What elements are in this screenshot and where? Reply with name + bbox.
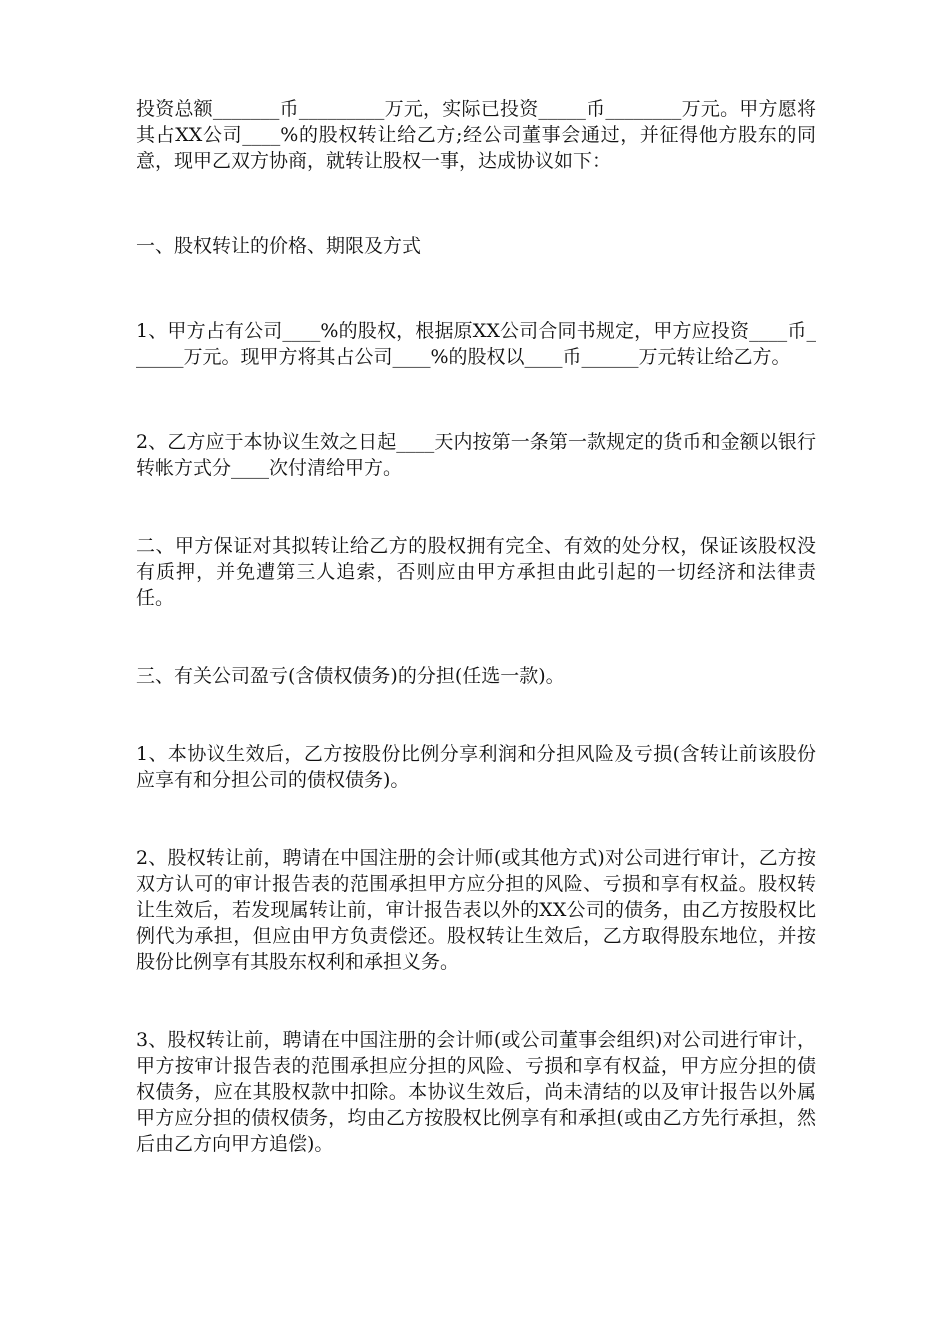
section-heading-3: 三、有关公司盈亏(含债权债务)的分担(任选一款)。 <box>136 665 565 687</box>
section-heading-1: 一、股权转让的价格、期限及方式 <box>136 235 422 257</box>
section-heading-2: 二、甲方保证对其拟转让给乙方的股权拥有完全、有效的处分权，保证该股权没有质押，并免遭第三人追索，否则应由甲方承担由此引起的一切经济和法律责任。 <box>136 535 816 609</box>
clause-1-1: 1、甲方占有公司____%的股权，根据原XX公司合同书规定，甲方应投资____币______万元。现甲方将其占公司____%的股权以____币______万元转让给乙方。 <box>136 320 816 368</box>
clause-3-1: 1、本协议生效后，乙方按股份比例分享利润和分担风险及亏损(含转让前该股份应享有和分担公司的债权债务)。 <box>136 743 816 791</box>
clause-1-2: 2、乙方应于本协议生效之日起____天内按第一条第一款规定的货币和金额以银行转帐方式分____次付清给甲方。 <box>136 431 816 479</box>
document-body <box>136 96 816 1157</box>
clause-3-3: 3、股权转让前，聘请在中国注册的会计师(或公司董事会组织)对公司进行审计，甲方按审计报告表的范围承担应分担的风险、亏损和享有权益，甲方应分担的债权债务，应在其股权款中扣除。本协议生效后，尚未清结的以及审计报告以外属甲方应分担的债权债务，均由乙方按股权比例享有和承担(或由乙方先行承担，然后由乙方向甲方追偿)。 <box>136 1029 816 1155</box>
intro-paragraph: 投资总额_______币_________万元，实际已投资_____币________万元。甲方愿将其占XX公司____%的股权转让给乙方;经公司董事会通过，并征得他方股东的同意，现甲乙双方协商，就转让股权一事，达成协议如下： <box>136 98 816 172</box>
clause-3-2: 2、股权转让前，聘请在中国注册的会计师(或其他方式)对公司进行审计，乙方按双方认可的审计报告表的范围承担甲方应分担的风险、亏损和享有权益。股权转让生效后，若发现属转让前，审计报告表以外的XX公司的债务，由乙方按股权比例代为承担，但应由甲方负责偿还。股权转让生效后，乙方取得股东地位，并按股份比例享有其股东权利和承担义务。 <box>136 847 816 973</box>
